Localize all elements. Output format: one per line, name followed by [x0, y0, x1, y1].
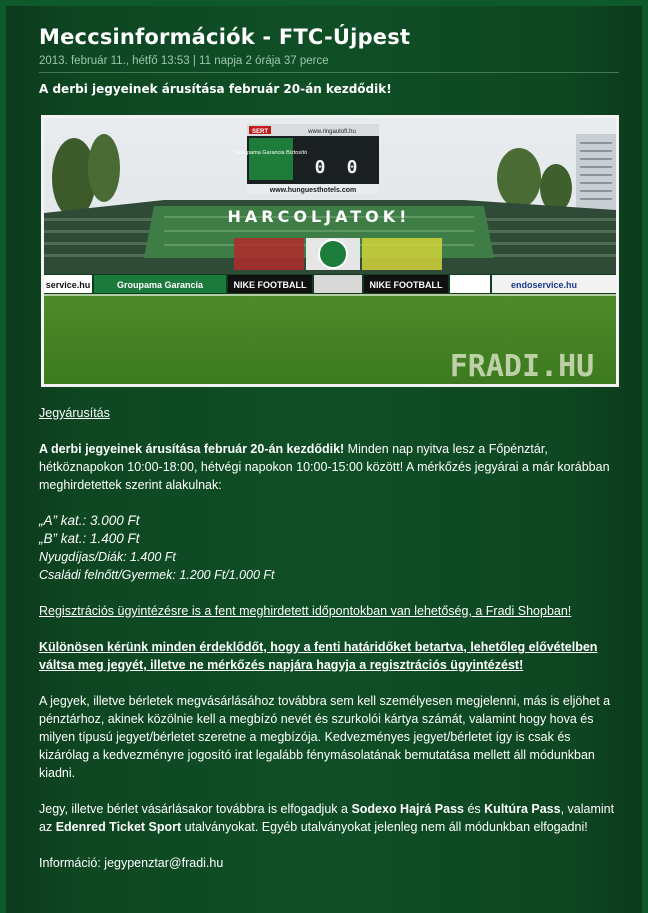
score-home: 0: [314, 157, 326, 178]
section-heading: Jegyárusítás: [39, 406, 110, 420]
contact-info: Információ: jegypenztar@fradi.hu: [39, 856, 224, 870]
paragraph-vouchers: [39, 800, 619, 836]
price-b: „B” kat.: 1.400 Ft: [39, 531, 140, 546]
voucher-sodexo: Sodexo Hajrá Pass: [351, 802, 464, 816]
price-pensioner: Nyugdíjas/Diák: 1.400 Ft: [39, 550, 176, 564]
voucher-edenred: Edenred Ticket Sport: [55, 820, 182, 834]
article-lead: A derbi jegyeinek árusítása február 20-án kezdődik!: [39, 82, 392, 96]
price-family: Családi felnőtt/Gyermek: 1.200 Ft/1.000 Ft: [39, 568, 275, 582]
article-body: [39, 404, 619, 872]
article-meta: 2013. február 11., hétfő 13:53 | 11 napja 2 órája 37 perce: [39, 55, 329, 67]
score-away: 0: [346, 157, 358, 178]
voucher-kultura: Kultúra Pass: [484, 802, 561, 816]
sales-start-text: A derbi jegyeinek árusítása február 20-án kezdődik!: [39, 442, 345, 456]
price-a: „A” kat.: 3.000 Ft: [39, 513, 140, 528]
paragraph-sales: [39, 440, 619, 494]
paragraph-proxy: A jegyek, illetve bérletek megvásárlásához továbbra sem kell személyesen megjelenni, más is eljöhet a pénztárhoz, akinek közölnie kell a megbízó nevét és szurkolói kártya számát, valamint hogy hova és milyen típusú jegyet/bérletet szeretne a megbízója. Kedvezményes jegyet/bérletet így is csak és kizárólag a kedvezményre jogosító irat legalább fénymásolatának bemutatása mellett áll módunkban kiadni.: [39, 694, 611, 780]
vouchers-text-1: Jegy, illetve bérlet vásárlásakor továbbra is elfogadjuk a: [39, 802, 352, 816]
scoreboard-bottom: www.hunguesthotels.com: [269, 187, 357, 194]
vouchers-text-4: utalványokat. Egyéb utalványokat jelenleg nem áll módunkban elfogadni!: [181, 820, 588, 834]
scoreboard-site: www.ringautoft.hu: [308, 129, 356, 135]
registration-note: Regisztrációs ügyintézésre is a fent meghirdetett időpontokban van lehetőség, a Fradi Shopban!: [39, 604, 572, 618]
vouchers-text-2: és: [464, 802, 485, 816]
choreo-banner: HARCOLJATOK!: [227, 207, 411, 226]
board-endoservice: endoservice.hu: [510, 280, 578, 290]
title-divider: [39, 72, 619, 73]
sales-hours-text: Minden nap nyitva lesz a Főpénztár, hétköznapokon 10:00-18:00, hétvégi napokon 10:00-15:00 között! A mérkőzés jegyárai a már korábban meghirdetettek szerint alakulnak:: [39, 442, 610, 492]
vouchers-text-3: , valamint az: [39, 802, 615, 834]
board-groupama: Groupama Garancia: [116, 280, 204, 290]
board-service: service.hu: [45, 280, 91, 290]
scoreboard-brand: SERT: [251, 129, 269, 135]
stadium-photo-image: [44, 118, 616, 384]
board-nike-2: NIKE FOOTBALL: [369, 280, 443, 290]
article-title: Meccsinformációk - FTC-Újpest: [39, 25, 411, 49]
stadium-photo: [41, 115, 619, 387]
board-nike-1: NIKE FOOTBALL: [233, 280, 307, 290]
scoreboard-sponsor: Groupama Garancia Biztosító: [234, 150, 308, 156]
warning-text: Különösen kérünk minden érdeklődőt, hogy a fenti határidőket betartva, lehetőleg elővételben váltsa meg jegyét, illetve ne mérkőzés napjára hagyja a regisztrációs ügyintézést!: [39, 640, 598, 672]
fradi-watermark: FRADI.HU: [449, 349, 595, 384]
